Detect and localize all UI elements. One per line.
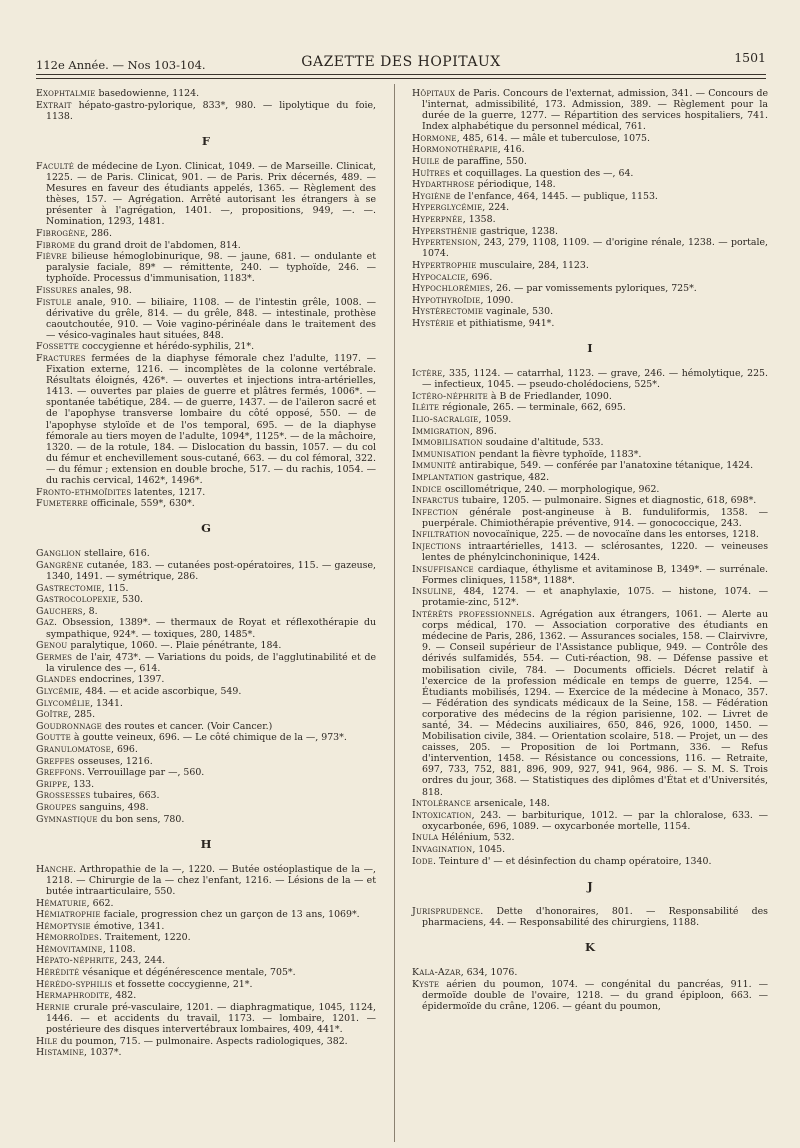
index-entry xyxy=(412,810,768,832)
entry-headword: Faculté xyxy=(36,160,75,172)
entry-references: , 416. xyxy=(497,144,525,156)
entry-headword: Fumeterre xyxy=(36,498,88,510)
entry-references: à B de Friedlander, 1090. xyxy=(487,390,612,402)
entry-headword: Huîtres xyxy=(412,167,451,179)
index-entry xyxy=(36,709,376,720)
index-entry xyxy=(412,260,768,271)
entry-headword: Iode xyxy=(412,855,433,867)
entry-references: et coquillages. La question des —, 64. xyxy=(450,167,634,179)
entry-references: . Verrouillage par —, 560. xyxy=(81,767,205,779)
entry-headword: Gaz xyxy=(36,617,55,629)
page-header xyxy=(36,50,766,74)
entry-references: , 1045. xyxy=(472,844,506,855)
entry-headword: Hormonothérapie xyxy=(412,144,498,156)
entry-references: , 1090. xyxy=(480,294,514,306)
index-entry xyxy=(412,472,768,483)
index-entry xyxy=(412,306,768,317)
index-entry xyxy=(412,295,768,306)
index-entry xyxy=(412,318,768,329)
index-entry xyxy=(36,686,376,697)
index-entry xyxy=(36,767,376,778)
index-entry xyxy=(412,484,768,495)
entry-headword: Iléite xyxy=(412,402,440,414)
index-entry xyxy=(36,228,376,239)
index-entry xyxy=(412,564,768,586)
entry-headword: Gymnastique xyxy=(36,813,98,825)
entry-headword: Fronto-ethmoïdites xyxy=(36,486,132,498)
entry-references: musculaire, 284, 1123. xyxy=(476,259,589,271)
entry-headword: Germes xyxy=(36,651,73,663)
entry-references: endocrines, 1397. xyxy=(76,674,165,686)
index-entry xyxy=(36,732,376,743)
entry-headword: Goudronnage xyxy=(36,720,102,732)
entry-references: . Teinture d' — et désinfection du champ opératoire, 1340. xyxy=(432,855,712,867)
entry-references: , 243, 279, 1108, 1109. — d'origine rénale, 1238. — portale, 1074. xyxy=(422,237,768,260)
entry-references: gastrique, 1238. xyxy=(476,225,558,237)
entry-references: , 896. xyxy=(469,425,497,437)
entry-headword: Hérédo-syphilis xyxy=(36,978,113,990)
left-column xyxy=(36,88,376,1059)
index-entry xyxy=(412,906,768,928)
index-entry xyxy=(36,721,376,732)
entry-headword: Insuline xyxy=(412,586,453,598)
entry-references: , 133. xyxy=(67,778,95,790)
entry-references: coccygienne et hérédo-syphilis, 21*. xyxy=(79,341,255,353)
index-entry xyxy=(36,1036,376,1047)
entry-references: sanguins, 498. xyxy=(76,801,149,813)
entry-references: générale post-angineuse à B. funduliformis, 1358. — puerpérale. Chimiothérapie préventive, 914. — gonococcique, 243. xyxy=(422,506,768,529)
entry-headword: Hôpitaux xyxy=(412,88,456,99)
index-entry xyxy=(36,898,376,909)
header-rule xyxy=(36,74,766,75)
entry-headword: Hypothyroïdie xyxy=(412,294,481,306)
entry-references: Hélénium, 532. xyxy=(438,832,515,844)
entry-references: de Paris. Concours de l'externat, admission, 341. — Concours de l'internat, admissibilité, 173. Admission, 389. — Règlement pour la durée de la guerre, 1277. — Répartition des services hospitaliers, 741. Index alphabétique du personnel médical, 761. xyxy=(422,88,768,133)
entry-references: , 285. xyxy=(68,709,96,721)
entry-headword: Ganglion xyxy=(36,548,82,560)
index-entry xyxy=(36,814,376,825)
index-entry xyxy=(412,507,768,529)
entry-headword: Glycomélie xyxy=(36,697,91,709)
index-entry xyxy=(36,979,376,990)
entry-headword: Goître xyxy=(36,709,69,721)
entry-references: de l'air, 473*. — Variations du poids, de l'agglutinabilité et de la virulence des —, 614. xyxy=(46,651,376,674)
section-letter: F xyxy=(201,133,211,148)
entry-references: périodique, 148. xyxy=(474,179,556,191)
entry-headword: Hémoptysie xyxy=(36,920,91,932)
entry-headword: Hémiatrophie xyxy=(36,909,101,921)
entry-references: anales, 98. xyxy=(77,284,132,296)
entry-headword: Hormone xyxy=(412,132,457,144)
entry-references: oscillométrique, 240. — morphologique, 962. xyxy=(441,483,660,495)
entry-references: des routes et cancer. (Voir Cancer.) xyxy=(101,720,273,732)
entry-references: , 530. xyxy=(116,594,144,606)
index-entry xyxy=(36,606,376,617)
entry-references: , 482. xyxy=(109,990,137,1002)
entry-references: , 485, 614. — mâle et tuberculose, 1075. xyxy=(456,132,650,144)
entry-headword: Hypertension xyxy=(412,237,478,249)
entry-references: intraartérielles, 1413. — sclérosantes, 1220. — veineuses lentes de phénylcinchoninique, 1424. xyxy=(422,540,768,564)
index-entry xyxy=(36,487,376,498)
entry-references: crurale pré-vasculaire, 1201. — diaphragmatique, 1045, 1124, 1446. — et accidents du travail, 1173. — lombaire, 1201. — postérieure des disques intervertébraux lombaires, 409, 441*. xyxy=(46,1001,376,1036)
right-column xyxy=(412,88,768,1012)
entry-headword: Fibrogène xyxy=(36,227,86,239)
entry-references: , 26. — par vomissements pyloriques, 725*. xyxy=(490,283,697,295)
entry-references: basedowienne, 1124. xyxy=(95,88,200,99)
index-entry xyxy=(36,161,376,228)
entry-headword: Intoxication xyxy=(412,809,472,821)
entry-references: novocaïnique, 225. — de novocaïne dans les entorses, 1218. xyxy=(469,529,759,541)
index-entry xyxy=(36,285,376,296)
entry-headword: Gangrène xyxy=(36,559,84,571)
entry-headword: Hermaphrodite xyxy=(36,990,110,1002)
index-entry xyxy=(412,88,768,132)
entry-references: . Dette d'honoraires, 801. — Responsabilité des pharmaciens, 44. — Responsabilité des chirurgiens, 1188. xyxy=(422,905,768,928)
index-entry xyxy=(412,541,768,563)
index-entry xyxy=(412,179,768,190)
journal-title: GAZETTE DES HOPITAUX xyxy=(301,54,501,70)
index-entry xyxy=(412,414,768,425)
index-entry xyxy=(412,191,768,202)
index-entry xyxy=(36,88,376,99)
index-entry xyxy=(412,979,768,1012)
entry-headword: Hanche xyxy=(36,863,74,875)
entry-headword: Grossesses xyxy=(36,790,91,802)
entry-references: soudaine d'altitude, 533. xyxy=(482,437,604,449)
index-entry xyxy=(412,133,768,144)
entry-references: arsenicale, 148. xyxy=(471,798,550,810)
entry-references: , 335, 1124. — catarrhal, 1123. — grave, 246. — hémolytique, 225. — infectieux, 1045. — pseudo-cholédociens, 525*. xyxy=(422,368,768,391)
entry-references: régionale, 265. — terminale, 662, 695. xyxy=(439,402,626,414)
entry-references: , 243. — barbiturique, 1012. — par la chloralose, 633. — oxycarbonée, 696, 1089. — oxycarbonée mortelle, 1154. xyxy=(422,809,768,832)
index-entry xyxy=(36,297,376,341)
entry-references: , 484. — et acide ascorbique, 549. xyxy=(79,686,242,697)
index-entry xyxy=(412,586,768,608)
index-entry xyxy=(36,100,376,122)
section-letter: J xyxy=(587,878,593,893)
entry-references: du grand droit de l'abdomen, 814. xyxy=(75,239,241,251)
entry-references: antirabique, 549. — conférée par l'anatoxine tétanique, 1424. xyxy=(456,460,754,472)
index-entry xyxy=(412,237,768,259)
entry-headword: Gastrocolopexie xyxy=(36,594,117,606)
entry-references: , 484, 1274. — et anaphylaxie, 1075. — histone, 1074. — protamie-zinc, 512*. xyxy=(422,586,768,609)
index-entry xyxy=(412,460,768,471)
entry-headword: Hystérie xyxy=(412,317,455,329)
entry-references: , 1108. xyxy=(102,943,136,955)
entry-headword: Histamine xyxy=(36,1047,85,1059)
entry-references: , 634, 1076. xyxy=(460,967,518,979)
entry-headword: Fossette xyxy=(36,341,79,353)
index-entry xyxy=(36,674,376,685)
entry-references: paralytique, 1060. —. Plaie pénétrante, 184. xyxy=(67,640,282,652)
entry-headword: Hématurie xyxy=(36,897,87,909)
entry-references: tubaire, 1205. — pulmonaire. Signes et diagnostic, 618, 698*. xyxy=(458,495,757,507)
entry-headword: Glandes xyxy=(36,674,77,686)
entry-headword: Insuffisance xyxy=(412,563,474,575)
entry-references: et fossette coccygienne, 21*. xyxy=(112,978,253,990)
index-entry xyxy=(36,955,376,966)
entry-headword: Hypertrophie xyxy=(412,259,477,271)
entry-headword: Invagination xyxy=(412,844,473,855)
index-entry xyxy=(412,391,768,402)
entry-headword: Hile xyxy=(36,1035,58,1047)
entry-references: , 696. xyxy=(110,743,138,755)
index-entry xyxy=(412,426,768,437)
index-entry xyxy=(412,832,768,843)
index-entry xyxy=(36,640,376,651)
page-number: 1501 xyxy=(734,50,766,65)
entry-headword: Jurisprudence xyxy=(412,905,481,917)
index-entry xyxy=(36,864,376,897)
section-letter: H xyxy=(200,836,212,851)
entry-headword: Extrait xyxy=(36,99,72,111)
entry-references: , 1059. xyxy=(478,413,512,425)
entry-references: et pithiatisme, 941*. xyxy=(454,317,555,329)
entry-headword: Injections xyxy=(412,540,462,552)
entry-references: faciale, progression chez un garçon de 13 ans, 1069*. xyxy=(100,909,360,921)
entry-headword: Kala-Azar xyxy=(412,967,461,979)
index-entry xyxy=(36,756,376,767)
index-entry xyxy=(36,921,376,932)
index-entry xyxy=(36,779,376,790)
entry-headword: Granulomatose xyxy=(36,743,111,755)
entry-headword: Immigration xyxy=(412,425,470,437)
entry-references: à goutte veineux, 696. — Le côté chimique de la —, 973*. xyxy=(70,732,347,744)
index-entry xyxy=(36,560,376,582)
index-entry xyxy=(412,168,768,179)
index-entry xyxy=(36,240,376,251)
index-entry xyxy=(412,844,768,855)
entry-references: , 1341. xyxy=(90,697,123,709)
index-entry xyxy=(36,1002,376,1035)
issue-number: 112e Année. — Nos 103-104. xyxy=(36,58,206,72)
column-divider xyxy=(394,84,395,1142)
index-entry xyxy=(36,353,376,486)
entry-headword: Immunisation xyxy=(412,448,476,460)
entry-headword: Fistule xyxy=(36,296,72,308)
index-entry xyxy=(36,744,376,755)
header-rule-thin xyxy=(36,78,766,79)
index-entry xyxy=(36,790,376,801)
entry-headword: Implantation xyxy=(412,471,475,483)
entry-references: , 1037*. xyxy=(84,1047,122,1059)
entry-references: , 696. xyxy=(465,271,493,283)
entry-headword: Hémovitamine xyxy=(36,943,103,955)
entry-references: aérien du poumon, 1074. — congénital du pancréas, 911. — dermoïde double de l'ovaire, 1218. — du grand épiploon, 663. — épidermoïde du crâne, 1206. — géant du poumon, xyxy=(422,978,768,1012)
index-entry xyxy=(412,967,768,978)
index-entry xyxy=(412,437,768,448)
entry-references: , 286. xyxy=(85,227,113,239)
entry-references: pendant la fièvre typhoïde, 1183*. xyxy=(476,448,642,460)
index-entry xyxy=(412,529,768,540)
entry-headword: Hérédité xyxy=(36,967,80,979)
entry-headword: Infarctus xyxy=(412,495,459,507)
index-entry xyxy=(36,909,376,920)
entry-headword: Indice xyxy=(412,483,442,495)
index-entry xyxy=(412,798,768,809)
entry-headword: Hernie xyxy=(36,1001,70,1013)
entry-headword: Intérêts professionnels xyxy=(412,609,532,621)
entry-references: , 1358. xyxy=(462,214,496,226)
index-entry xyxy=(36,594,376,605)
entry-headword: Goutte xyxy=(36,732,71,744)
entry-references: émotive, 1341. xyxy=(90,920,165,932)
entry-headword: Glycémie xyxy=(36,686,80,697)
entry-headword: Hyperglycémie xyxy=(412,202,483,214)
index-entry xyxy=(36,617,376,639)
entry-references: , 662. xyxy=(86,897,114,909)
entry-references: osseuses, 1216. xyxy=(74,755,153,767)
entry-references: du bon sens, 780. xyxy=(97,813,185,825)
index-entry xyxy=(412,202,768,213)
entry-headword: Ictère xyxy=(412,368,443,380)
entry-headword: Ilio-sacralgie xyxy=(412,413,479,425)
entry-references: fermées de la diaphyse fémorale chez l'adulte, 1197. — Fixation externe, 1216. — incomplètes de la colonne vertébrale. Résultats éloignés, 426*. — ouvertes et injections intra-artérielles, 1413. — ouvertes par plaies de guerre et plâtres fermés, 1006*. — spontanée tabétique, 284. — de guerre, 1437. — de l'aileron sacré et de l'apophyse transverse lombaire du côté opposé, 550. — de l'apophyse styloïde et de l'os temporal, 695. — de la diaphyse fémorale au tiers moyen de l'adulte, 1094*, 1125*. — de la mâchoire, 1320. — de la rotule, 184. — Dislocation du bassin, 1057. — du col du fémur et enchevillement sous-cutané, 663. — du col fémoral, 322. — du fémur ; extension en double broche, 517. — du rachis, 1054. — du rachis cervical, 1462*, 1496*. xyxy=(46,352,376,486)
entry-headword: Hémorroïdes xyxy=(36,932,99,944)
index-entry xyxy=(412,226,768,237)
entry-references: hépato-gastro-pylorique, 833*, 980. — lipolytique du foie, 1138. xyxy=(46,99,376,122)
entry-headword: Genou xyxy=(36,640,68,652)
entry-headword: Huile xyxy=(412,156,440,168)
entry-headword: Fibrome xyxy=(36,239,76,251)
entry-headword: Infection xyxy=(412,506,459,518)
entry-headword: Hygiène xyxy=(412,190,451,202)
index-entry xyxy=(36,944,376,955)
entry-references: , 243, 244. xyxy=(114,955,166,967)
entry-references: , 224. xyxy=(482,202,510,214)
index-entry xyxy=(412,156,768,167)
entry-references: . Arthropathie de la —, 1220. — Butée ostéoplastique de la —, 1218. — Chirurgie de la — chez l'enfant, 1216. — Lésions de la — et butée intraarticulaire, 550. xyxy=(46,863,376,897)
entry-headword: Fissures xyxy=(36,284,78,296)
index-entry xyxy=(36,990,376,1001)
entry-references: vésanique et dégénérescence mentale, 705*. xyxy=(79,967,296,979)
index-entry xyxy=(412,609,768,798)
entry-headword: Immobilisation xyxy=(412,437,483,449)
entry-headword: Hystérectomie xyxy=(412,306,484,318)
entry-headword: Intolérance xyxy=(412,798,472,810)
entry-headword: Infiltration xyxy=(412,529,470,541)
entry-references: officinale, 559*, 630*. xyxy=(87,498,195,510)
entry-headword: Hypocalcie xyxy=(412,271,466,283)
entry-references: , 115. xyxy=(101,582,129,594)
entry-headword: Fractures xyxy=(36,352,86,364)
entry-headword: Gauchers xyxy=(36,605,83,617)
entry-headword: Immunité xyxy=(412,460,457,472)
entry-headword: Greffons xyxy=(36,767,82,779)
entry-references: gastrique, 482. xyxy=(474,471,550,483)
entry-references: . Traitement, 1220. xyxy=(98,932,191,944)
entry-headword: Groupes xyxy=(36,801,77,813)
index-entry xyxy=(412,495,768,506)
index-entry xyxy=(36,698,376,709)
entry-references: anale, 910. — biliaire, 1108. — de l'intestin grêle, 1008. — dérivative du grêle, 814. — du grêle, 848. — intestinale, prothèse caoutchoutée, 910. — Voie vagino-périnéale dans le traitement des — vésico-vaginales haut situées, 848. xyxy=(46,296,376,341)
index-entry xyxy=(36,652,376,674)
section-letter: G xyxy=(201,521,211,536)
entry-references: latentes, 1217. xyxy=(131,486,206,498)
index-entry xyxy=(412,283,768,294)
entry-references: du poumon, 715. — pulmonaire. Aspects radiologiques, 382. xyxy=(57,1035,348,1047)
entry-references: bilieuse hémoglobinurique, 98. — jaune, 681. — ondulante et paralysie faciale, 89* — rémittente, 240. — typhoïde, 246. — typhoïde. Processus d'immunisation, 1183*. xyxy=(46,251,376,285)
index-entry xyxy=(36,932,376,943)
index-entry xyxy=(412,272,768,283)
entry-references: de l'enfance, 464, 1445. — publique, 1153. xyxy=(450,190,658,202)
index-entry xyxy=(412,449,768,460)
entry-headword: Ictéro-néphrite xyxy=(412,390,488,402)
entry-headword: Hypochlorémies xyxy=(412,283,491,295)
index-entry xyxy=(412,856,768,867)
entry-references: cutanée, 183. — cutanées post-opératoires, 115. — gazeuse, 1340, 1491. — symétrique, 286. xyxy=(46,559,376,583)
entry-headword: Hypersthénie xyxy=(412,225,477,237)
index-entry xyxy=(36,583,376,594)
entry-headword: Inula xyxy=(412,832,439,844)
index-entry xyxy=(412,402,768,413)
index-entry xyxy=(36,251,376,284)
entry-references: stellaire, 616. xyxy=(81,548,150,560)
entry-references: tubaires, 663. xyxy=(90,790,160,802)
entry-headword: Greffes xyxy=(36,755,75,767)
index-entry xyxy=(36,341,376,352)
index-entry xyxy=(36,802,376,813)
entry-headword: Hydarthrose xyxy=(412,179,475,191)
entry-headword: Exophtalmie xyxy=(36,88,96,99)
entry-references: de médecine de Lyon. Clinicat, 1049. — de Marseille. Clinicat, 1225. — de Paris. Clinicat, 901. — de Paris. Prix décernés, 489. — Mesures en faveur des étudiants appelés, 1365. — Règlement des thèses, 157. — Agrégation. Arrêté autorisant les étrangers à se présenter à l'agrégation, 1401. —, propositions, 949, —. —. Nomination, 1293, 1481. xyxy=(46,160,376,228)
index-entry xyxy=(36,498,376,509)
entry-references: cardiaque, éthylisme et avitaminose B, 1349*. — surrénale. Formes cliniques, 1158*, 1188*. xyxy=(422,563,768,586)
entry-headword: Hépato-néphrite xyxy=(36,955,115,967)
index-entry xyxy=(412,214,768,225)
index-entry xyxy=(36,1047,376,1058)
entry-headword: Grippe xyxy=(36,778,68,790)
entry-headword: Fièvre xyxy=(36,251,68,263)
index-entry xyxy=(412,368,768,390)
entry-headword: Kyste xyxy=(412,978,440,990)
index-entry xyxy=(36,967,376,978)
entry-references: de paraffine, 550. xyxy=(439,156,527,168)
section-letter: I xyxy=(587,340,593,355)
entry-references: vaginale, 530. xyxy=(483,306,554,318)
section-letter: K xyxy=(585,939,595,954)
entry-headword: Hyperpnée xyxy=(412,214,463,226)
index-entry xyxy=(36,548,376,559)
entry-references: , 8. xyxy=(82,605,98,617)
entry-references: . Obsession, 1389*. — thermaux de Royat et réflexothérapie du sympathique, 924*. — toxiques, 280, 1485*. xyxy=(46,617,376,640)
index-entry xyxy=(412,144,768,155)
entry-references: . Agrégation aux étrangers, 1061. — Alerte au corps médical, 170. — Association corporative des étudiants en médecine de Paris, 286, 1362. — Assurances sociales, 158. — Clairvivre, 9. — Conseil supérieur de l'Assistance publique, 949. — Contrôle des dérivés sulfamidés, 554. — Cuti-réaction, 98. — Défense passive et mobilisation civile, 784. — Documents officiels. Décret relatif à l'exercice de la profession médicale en temps de guerre, 1254. — Étudiants mobilisés, 1294. — Exercice de la médecine à Monaco, 357. — Fédération des syndicats médicaux de la Seine, 158. — Fédération corporative des médecins de la région parisienne, 102. — Livret de santé, 34. — Médecins auxiliaires, 650, 846, 926, 1000, 1450. — Mobilisation civile, 384. — Orientation scolaire, 518. — Projet, un — des caisses, 205. — Proposition de loi Portmann, 336. — Refus d'intervention, 1458. — Résistance ou concessions, 116. — Retraite, 697, 733, 752, 881, 896, 909, 927, 941, 964, 986. — S. M. S. Trois ordres du jour, 368. — Statistiques des diplômes d'État et d'Universités, 818. xyxy=(422,609,769,798)
entry-headword: Gastrectomie xyxy=(36,582,102,594)
